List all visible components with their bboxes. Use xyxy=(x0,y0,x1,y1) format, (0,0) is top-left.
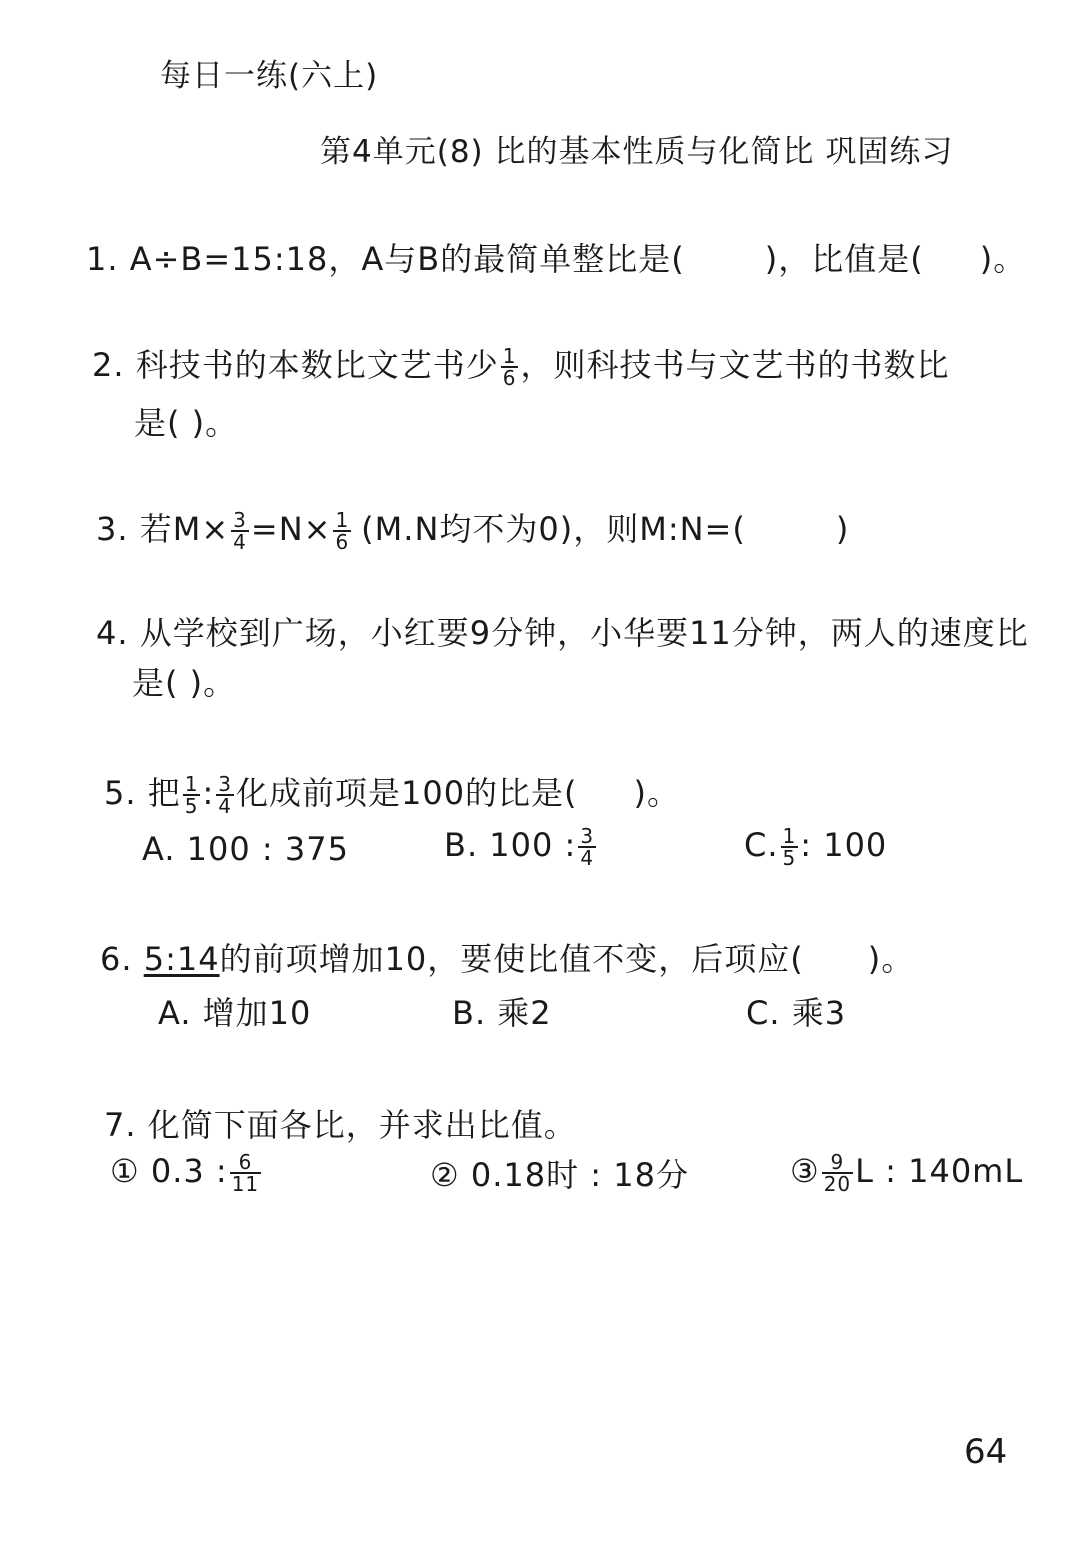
fraction xyxy=(230,1152,261,1194)
fraction-numerator: 1 xyxy=(335,508,350,532)
question-1 xyxy=(86,240,1026,278)
fraction xyxy=(183,774,201,816)
question-5-text-a: 5. 把 xyxy=(104,774,181,812)
fraction-numerator: 6 xyxy=(238,1150,253,1174)
question-6-number: 6. xyxy=(100,940,133,978)
question-2-text-a: 2. 科技书的本数比文艺书少 xyxy=(92,346,499,384)
fraction-denominator: 4 xyxy=(233,530,247,554)
question-3-text-d: ) xyxy=(835,510,850,548)
question-6 xyxy=(100,940,914,978)
fraction-denominator: 5 xyxy=(782,846,797,870)
worksheet-series-title: 每日一练(六上) xyxy=(160,58,379,94)
fraction xyxy=(501,346,519,388)
fraction-denominator: 5 xyxy=(184,794,199,818)
question-3-text-a: 3. 若M× xyxy=(96,510,230,548)
question-7-title: 7. 化简下面各比，并求出比值。 xyxy=(104,1106,577,1144)
fraction-numerator: 3 xyxy=(233,508,247,532)
question-4-line-2: 是( )。 xyxy=(132,664,237,702)
question-6-text-end: )。 xyxy=(867,940,915,978)
fraction xyxy=(333,510,351,552)
page-number: 64 xyxy=(964,1432,1008,1472)
option-c-prefix: C. xyxy=(744,826,779,864)
question-5-text-c: 化成前项是100的比是( xyxy=(235,774,578,812)
item-3-suffix: L : 140mL xyxy=(855,1152,1024,1190)
question-5 xyxy=(104,774,680,816)
question-6-text: 的前项增加10，要使比值不变，后项应( xyxy=(219,940,804,978)
question-6-option-b: B. 乘2 xyxy=(452,994,552,1032)
question-1-text-b: )，比值是( xyxy=(764,240,924,278)
fraction-denominator: 6 xyxy=(502,366,517,390)
question-5-option-a: A. 100 : 375 xyxy=(142,830,349,868)
fraction-denominator: 11 xyxy=(231,1172,260,1196)
question-1-text-a: 1. A÷B=15:18，A与B的最简单整比是( xyxy=(86,240,685,278)
question-7-item-2: ② 0.18时 : 18分 xyxy=(430,1156,689,1194)
question-2-text-b: ，则科技书与文艺书的书数比 xyxy=(520,346,950,384)
item-3-prefix: ③ xyxy=(790,1152,820,1190)
question-3 xyxy=(96,510,849,552)
item-1-prefix: ① 0.3 : xyxy=(110,1152,228,1190)
fraction-denominator: 20 xyxy=(823,1172,852,1196)
fraction-denominator: 4 xyxy=(218,794,232,818)
fraction-denominator: 4 xyxy=(580,846,595,870)
question-2-line-2: 是( )。 xyxy=(134,404,239,442)
fraction-numerator: 3 xyxy=(580,824,595,848)
question-6-option-c: C. 乘3 xyxy=(746,994,847,1032)
fraction xyxy=(781,826,799,868)
question-5-option-b xyxy=(444,826,598,868)
option-c-suffix: : 100 xyxy=(800,826,888,864)
question-7-item-3 xyxy=(790,1152,1023,1194)
question-4: 4. 从学校到广场，小红要9分钟，小华要11分钟，两人的速度比 xyxy=(96,614,1029,652)
question-6-ratio: 5:14 xyxy=(143,940,220,978)
question-5-text-d: )。 xyxy=(633,774,681,812)
fraction-numerator: 1 xyxy=(502,344,517,368)
fraction xyxy=(822,1152,853,1194)
fraction-denominator: 6 xyxy=(335,530,350,554)
fraction xyxy=(216,774,234,816)
question-3-text-c: (M.N均不为0)，则M:N=( xyxy=(361,510,746,548)
option-b-prefix: B. 100 : xyxy=(444,826,577,864)
fraction-numerator: 3 xyxy=(218,772,232,796)
question-3-text-b: =N× xyxy=(250,510,332,548)
question-5-option-c xyxy=(744,826,887,868)
fraction-numerator: 1 xyxy=(782,824,797,848)
fraction xyxy=(578,826,596,868)
fraction-numerator: 1 xyxy=(184,772,199,796)
ratio-colon: : xyxy=(202,774,215,812)
question-7-item-1 xyxy=(110,1152,263,1194)
question-6-option-a: A. 增加10 xyxy=(158,994,312,1032)
fraction-numerator: 9 xyxy=(830,1150,845,1174)
question-1-text-c: )。 xyxy=(979,240,1027,278)
fraction xyxy=(231,510,249,552)
worksheet-unit-title: 第4单元(8) 比的基本性质与化简比 巩固练习 xyxy=(320,134,954,170)
question-2 xyxy=(92,346,949,388)
